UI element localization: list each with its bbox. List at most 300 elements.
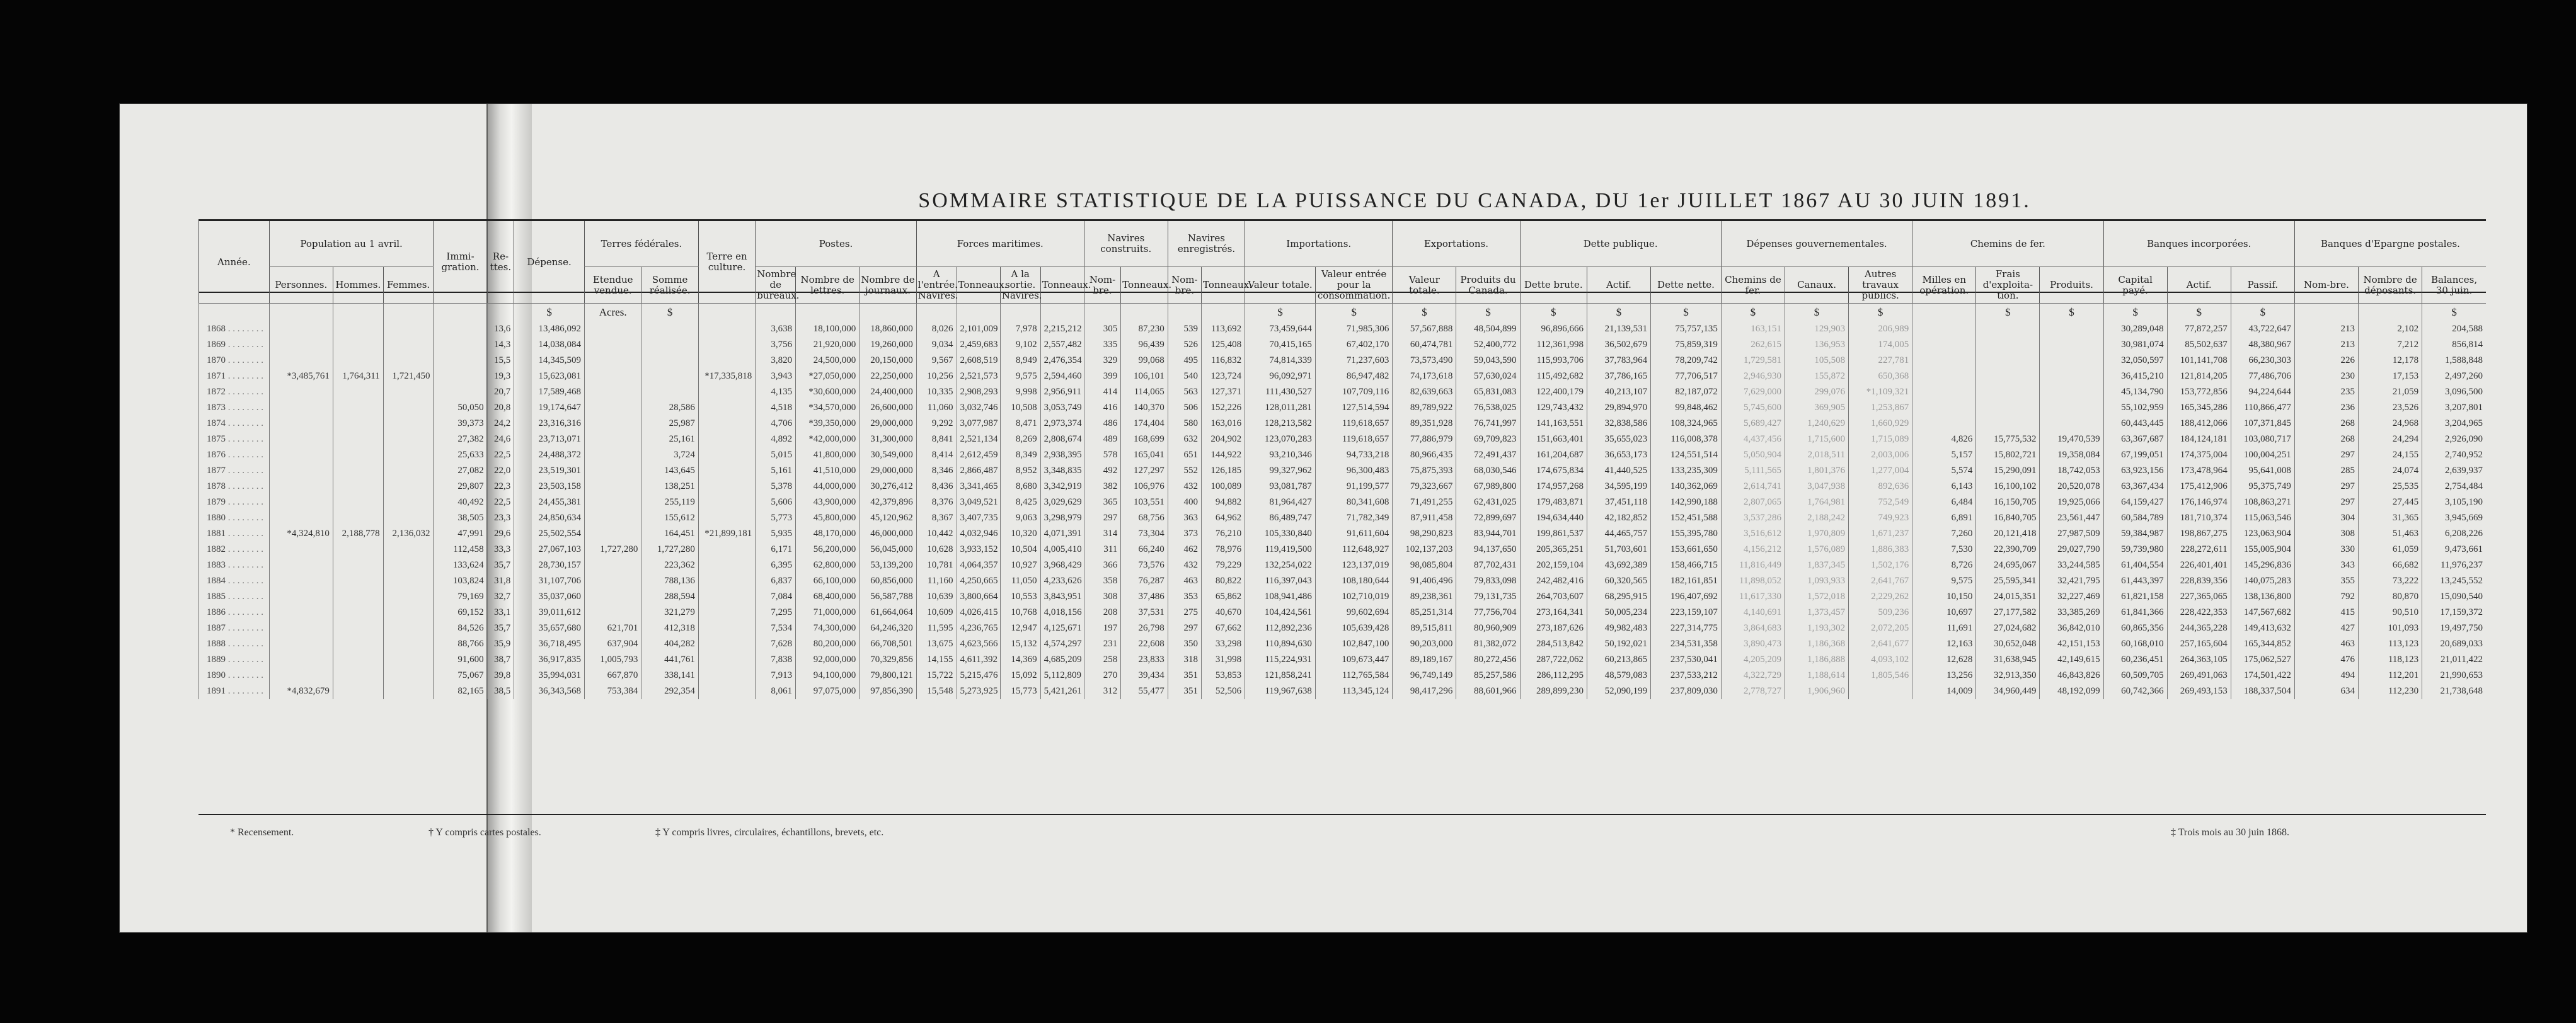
data-cell-exp-produits: 80,960,909 bbox=[1456, 620, 1520, 636]
data-cell-immigration: 25,633 bbox=[434, 447, 487, 463]
data-cell-epargne-nombre: 213 bbox=[2294, 337, 2358, 353]
data-cell-epargne-nombre: 230 bbox=[2294, 369, 2358, 384]
data-cell-imp-totale: 128,011,281 bbox=[1245, 400, 1316, 416]
data-cell-deposants: 21,059 bbox=[2359, 384, 2422, 400]
data-cell-immigration: 91,600 bbox=[434, 652, 487, 668]
data-cell-lettres: 41,800,000 bbox=[796, 447, 860, 463]
header-exportations: Exportations. bbox=[1393, 221, 1520, 267]
census-cell bbox=[269, 652, 333, 668]
header-enregistres: Navires enregistrés. bbox=[1168, 221, 1245, 267]
data-cell-balances: 6,208,226 bbox=[2422, 526, 2486, 542]
data-cell-exp-totale: 73,573,490 bbox=[1393, 353, 1456, 369]
data-cell-ton-entree: 4,236,765 bbox=[957, 620, 1000, 636]
data-cell-ton-entree: 3,049,521 bbox=[957, 494, 1000, 510]
data-cell-recettes-frag: 24,2 bbox=[487, 416, 514, 431]
table-row bbox=[199, 384, 2487, 400]
year-cell: 1877 . . . bbox=[199, 463, 270, 479]
data-cell-banque-passif: 103,080,717 bbox=[2231, 431, 2294, 447]
data-cell-banque-actif: 181,710,374 bbox=[2167, 510, 2231, 526]
data-cell-banque-actif: 264,363,105 bbox=[2167, 652, 2231, 668]
data-cell-produits bbox=[2040, 321, 2103, 337]
data-cell-enr-nombre: 495 bbox=[1168, 353, 1201, 369]
data-cell-lettres: 97,075,000 bbox=[796, 683, 860, 699]
data-cell-balances: 3,207,801 bbox=[2422, 400, 2486, 416]
data-cell-imp-consommation: 80,341,608 bbox=[1315, 494, 1392, 510]
data-cell-epargne-nombre: 236 bbox=[2294, 400, 2358, 416]
data-cell-capital: 61,821,158 bbox=[2103, 589, 2167, 605]
data-cell-const-nombre: 578 bbox=[1084, 447, 1121, 463]
data-cell-balances: 204,588 bbox=[2422, 321, 2486, 337]
data-cell-exp-produits: 65,831,083 bbox=[1456, 384, 1520, 400]
data-cell-dette-actif: 51,703,601 bbox=[1587, 542, 1650, 557]
data-cell-frais bbox=[1976, 369, 2040, 384]
data-cell-nav-sortie: 14,369 bbox=[1000, 652, 1040, 668]
data-cell-recettes-frag: 22,0 bbox=[487, 463, 514, 479]
data-cell-depense: 24,455,381 bbox=[514, 494, 585, 510]
data-cell-dette-actif: 43,692,389 bbox=[1587, 557, 1650, 573]
data-cell-etendue bbox=[584, 369, 641, 384]
data-cell-produits: 19,358,084 bbox=[2040, 447, 2103, 463]
data-cell-epargne-nombre: 792 bbox=[2294, 589, 2358, 605]
data-cell-capital: 60,168,010 bbox=[2103, 636, 2167, 652]
data-cell-milles: 14,009 bbox=[1912, 683, 1976, 699]
data-cell-epargne-nombre: 235 bbox=[2294, 384, 2358, 400]
data-cell-produits: 29,027,790 bbox=[2040, 542, 2103, 557]
data-cell-milles: 13,256 bbox=[1912, 668, 1976, 683]
header-forces: Forces maritimes. bbox=[916, 221, 1084, 267]
data-cell-ton-entree: 2,459,683 bbox=[957, 337, 1000, 353]
header-lettres: Nombre de lettres. bbox=[796, 267, 860, 304]
census-cell bbox=[383, 321, 434, 337]
table-row bbox=[199, 400, 2487, 416]
data-cell-immigration bbox=[434, 353, 487, 369]
data-cell-journaux: 70,329,856 bbox=[860, 652, 916, 668]
data-cell-enr-nombre: 373 bbox=[1168, 526, 1201, 542]
data-cell-produits: 32,227,469 bbox=[2040, 589, 2103, 605]
data-cell-nav-entree: 15,548 bbox=[916, 683, 957, 699]
data-cell-enr-nombre: 540 bbox=[1168, 369, 1201, 384]
data-cell-dep-chemins: 7,629,000 bbox=[1721, 384, 1785, 400]
data-cell-ton-sortie: 3,843,951 bbox=[1040, 589, 1084, 605]
unit-cell: $ bbox=[1393, 304, 1456, 322]
data-cell-journaux: 26,600,000 bbox=[860, 400, 916, 416]
header-depense: Dépense. bbox=[514, 221, 585, 304]
data-cell-dep-autres: 1,715,089 bbox=[1849, 431, 1912, 447]
data-cell-const-ton: 68,756 bbox=[1121, 510, 1168, 526]
data-cell-enr-ton: 64,962 bbox=[1201, 510, 1245, 526]
data-cell-dette-actif: 21,139,531 bbox=[1587, 321, 1650, 337]
data-cell-const-nombre: 358 bbox=[1084, 573, 1121, 589]
data-cell-exp-totale: 98,085,804 bbox=[1393, 557, 1456, 573]
year-cell: 1884 . . . bbox=[199, 573, 270, 589]
data-cell-const-nombre: 208 bbox=[1084, 605, 1121, 620]
header-construits-nombre: Nom-bre. bbox=[1084, 267, 1121, 304]
data-cell-balances: 9,473,661 bbox=[2422, 542, 2486, 557]
data-cell-dette-nette: 140,362,069 bbox=[1651, 479, 1722, 494]
data-cell-imp-consommation: 119,618,657 bbox=[1315, 416, 1392, 431]
census-cell: 1,721,450 bbox=[383, 369, 434, 384]
data-cell-dep-canaux: 1,715,600 bbox=[1785, 431, 1848, 447]
data-cell-deposants: 27,445 bbox=[2359, 494, 2422, 510]
table-row bbox=[199, 479, 2487, 494]
data-cell-enr-nombre: 539 bbox=[1168, 321, 1201, 337]
data-cell-dette-brute: 141,163,551 bbox=[1520, 416, 1587, 431]
data-cell-immigration: 84,526 bbox=[434, 620, 487, 636]
data-cell-banque-actif: 101,141,708 bbox=[2167, 353, 2231, 369]
year-cell: 1888 . . . bbox=[199, 636, 270, 652]
data-cell-balances: 3,945,669 bbox=[2422, 510, 2486, 526]
data-cell-nav-sortie: 15,092 bbox=[1000, 668, 1040, 683]
data-cell-banque-actif: 77,872,257 bbox=[2167, 321, 2231, 337]
data-cell-enr-nombre: 432 bbox=[1168, 557, 1201, 573]
data-cell-dette-actif: 32,838,586 bbox=[1587, 416, 1650, 431]
unit-cell: $ bbox=[2422, 304, 2486, 322]
unit-cell bbox=[860, 304, 916, 322]
census-cell bbox=[383, 337, 434, 353]
data-cell-exp-totale: 82,639,663 bbox=[1393, 384, 1456, 400]
data-cell-dette-brute: 174,957,268 bbox=[1520, 479, 1587, 494]
header-produits: Produits. bbox=[2040, 267, 2103, 304]
data-cell-dep-autres: 2,641,677 bbox=[1849, 636, 1912, 652]
data-cell-dette-brute: 179,483,871 bbox=[1520, 494, 1587, 510]
data-cell-imp-consommation: 119,618,657 bbox=[1315, 431, 1392, 447]
data-cell-recettes-frag: 38,7 bbox=[487, 652, 514, 668]
data-cell-exp-produits: 69,709,823 bbox=[1456, 431, 1520, 447]
data-cell-etendue bbox=[584, 557, 641, 573]
data-cell-banque-passif: 115,063,546 bbox=[2231, 510, 2294, 526]
header-deposants: Nombre de déposants. bbox=[2359, 267, 2422, 304]
data-cell-enr-nombre: 400 bbox=[1168, 494, 1201, 510]
data-cell-deposants: 7,212 bbox=[2359, 337, 2422, 353]
census-cell bbox=[269, 400, 333, 416]
data-cell-const-nombre: 305 bbox=[1084, 321, 1121, 337]
data-cell-const-ton: 55,477 bbox=[1121, 683, 1168, 699]
data-cell-etendue: 1,727,280 bbox=[584, 542, 641, 557]
data-cell-dep-canaux: 1,970,809 bbox=[1785, 526, 1848, 542]
data-cell-frais: 24,695,067 bbox=[1976, 557, 2040, 573]
year-cell: 1891 . . . bbox=[199, 683, 270, 699]
data-cell-dep-autres: 1,671,237 bbox=[1849, 526, 1912, 542]
data-cell-const-nombre: 297 bbox=[1084, 510, 1121, 526]
unit-cell: $ bbox=[1587, 304, 1650, 322]
data-cell-capital: 60,236,451 bbox=[2103, 652, 2167, 668]
data-cell-enr-nombre: 275 bbox=[1168, 605, 1201, 620]
data-cell-deposants: 24,074 bbox=[2359, 463, 2422, 479]
census-cell bbox=[269, 431, 333, 447]
census-cell bbox=[333, 337, 383, 353]
data-cell-frais: 15,802,721 bbox=[1976, 447, 2040, 463]
data-cell-produits: 23,561,447 bbox=[2040, 510, 2103, 526]
data-cell-capital: 55,102,959 bbox=[2103, 400, 2167, 416]
data-cell-exp-totale: 98,417,296 bbox=[1393, 683, 1456, 699]
data-cell-dep-canaux: 1,373,457 bbox=[1785, 605, 1848, 620]
data-cell-dep-autres: 227,781 bbox=[1849, 353, 1912, 369]
unit-cell bbox=[199, 304, 270, 322]
data-cell-etendue bbox=[584, 447, 641, 463]
data-cell-nav-entree: 8,346 bbox=[916, 463, 957, 479]
table-row bbox=[199, 683, 2487, 699]
data-cell-ton-sortie: 2,215,212 bbox=[1040, 321, 1084, 337]
data-cell-deposants: 23,526 bbox=[2359, 400, 2422, 416]
data-cell-epargne-nombre: 494 bbox=[2294, 668, 2358, 683]
census-cell: 1,764,311 bbox=[333, 369, 383, 384]
data-cell-etendue: 667,870 bbox=[584, 668, 641, 683]
data-cell-banque-actif: 244,365,228 bbox=[2167, 620, 2231, 636]
data-cell-capital: 63,367,434 bbox=[2103, 479, 2167, 494]
data-cell-dep-canaux: 1,837,345 bbox=[1785, 557, 1848, 573]
data-cell-produits bbox=[2040, 416, 2103, 431]
data-cell-imp-totale: 74,814,339 bbox=[1245, 353, 1316, 369]
header-hommes: Hommes. bbox=[333, 267, 383, 304]
data-cell-imp-consommation: 108,180,644 bbox=[1315, 573, 1392, 589]
data-cell-dep-autres: 650,368 bbox=[1849, 369, 1912, 384]
data-cell-ton-sortie: 2,938,395 bbox=[1040, 447, 1084, 463]
data-cell-dep-canaux: 1,188,614 bbox=[1785, 668, 1848, 683]
data-cell-const-nombre: 365 bbox=[1084, 494, 1121, 510]
data-cell-depense: 39,011,612 bbox=[514, 605, 585, 620]
data-cell-frais bbox=[1976, 337, 2040, 353]
data-cell-imp-consommation: 109,673,447 bbox=[1315, 652, 1392, 668]
data-cell-exp-totale: 57,567,888 bbox=[1393, 321, 1456, 337]
header-terre-culture: Terre en culture. bbox=[698, 221, 755, 304]
header-frais: Frais d'exploita-tion. bbox=[1976, 267, 2040, 304]
data-cell-ton-entree: 3,077,987 bbox=[957, 416, 1000, 431]
data-cell-somme bbox=[641, 384, 698, 400]
header-banques: Banques incorporées. bbox=[2103, 221, 2294, 267]
unit-cell bbox=[916, 304, 957, 322]
data-cell-exp-produits: 83,944,701 bbox=[1456, 526, 1520, 542]
data-cell-const-nombre: 311 bbox=[1084, 542, 1121, 557]
data-cell-frais bbox=[1976, 321, 2040, 337]
data-cell-milles: 4,826 bbox=[1912, 431, 1976, 447]
data-cell-dette-brute: 115,492,682 bbox=[1520, 369, 1587, 384]
data-cell-journaux: 79,800,121 bbox=[860, 668, 916, 683]
header-dep-chemins: Chemins de fer. bbox=[1721, 267, 1785, 304]
data-cell-depense: 35,657,680 bbox=[514, 620, 585, 636]
data-cell-enr-nombre: 651 bbox=[1168, 447, 1201, 463]
data-cell-produits: 27,987,509 bbox=[2040, 526, 2103, 542]
data-cell-banque-passif: 95,375,749 bbox=[2231, 479, 2294, 494]
data-cell-terre-culture bbox=[698, 510, 755, 526]
data-cell-etendue: 621,701 bbox=[584, 620, 641, 636]
census-cell bbox=[333, 321, 383, 337]
data-cell-journaux: 42,379,896 bbox=[860, 494, 916, 510]
data-cell-enr-ton: 204,902 bbox=[1201, 431, 1245, 447]
header-banque-actif: Actif. bbox=[2167, 267, 2231, 304]
data-cell-const-ton: 39,434 bbox=[1121, 668, 1168, 683]
data-cell-enr-ton: 53,853 bbox=[1201, 668, 1245, 683]
unit-cell: $ bbox=[1520, 304, 1587, 322]
table-row bbox=[199, 321, 2487, 337]
data-cell-imp-totale: 108,941,486 bbox=[1245, 589, 1316, 605]
data-cell-imp-consommation: 102,710,019 bbox=[1315, 589, 1392, 605]
data-cell-etendue bbox=[584, 463, 641, 479]
data-cell-depense: 31,107,706 bbox=[514, 573, 585, 589]
header-sortie-tonneaux: Tonneaux. bbox=[1040, 267, 1084, 304]
data-cell-ton-sortie: 4,685,209 bbox=[1040, 652, 1084, 668]
data-cell-nav-entree: 9,292 bbox=[916, 416, 957, 431]
data-cell-enr-ton: 76,210 bbox=[1201, 526, 1245, 542]
data-cell-somme bbox=[641, 337, 698, 353]
data-cell-capital: 60,509,705 bbox=[2103, 668, 2167, 683]
unit-cell: $ bbox=[2167, 304, 2231, 322]
data-cell-recettes-frag: 22,3 bbox=[487, 479, 514, 494]
data-cell-nav-sortie: 10,768 bbox=[1000, 605, 1040, 620]
data-cell-banque-actif: 121,814,205 bbox=[2167, 369, 2231, 384]
data-cell-banque-passif: 149,413,632 bbox=[2231, 620, 2294, 636]
data-cell-enr-ton: 127,371 bbox=[1201, 384, 1245, 400]
census-cell bbox=[333, 494, 383, 510]
data-cell-bureaux: 7,628 bbox=[756, 636, 796, 652]
data-cell-dette-actif: 52,090,199 bbox=[1587, 683, 1650, 699]
data-cell-enr-nombre: 526 bbox=[1168, 337, 1201, 353]
data-cell-const-ton: 168,699 bbox=[1121, 431, 1168, 447]
data-cell-dette-nette: 234,531,358 bbox=[1651, 636, 1722, 652]
data-cell-enr-ton: 144,922 bbox=[1201, 447, 1245, 463]
data-cell-exp-totale: 85,251,314 bbox=[1393, 605, 1456, 620]
data-cell-immigration: 112,458 bbox=[434, 542, 487, 557]
data-cell-epargne-nombre: 634 bbox=[2294, 683, 2358, 699]
data-cell-dette-nette: 108,324,965 bbox=[1651, 416, 1722, 431]
unit-cell: $ bbox=[641, 304, 698, 322]
data-cell-enr-ton: 40,670 bbox=[1201, 605, 1245, 620]
data-cell-const-nombre: 308 bbox=[1084, 589, 1121, 605]
data-cell-banque-actif: 228,839,356 bbox=[2167, 573, 2231, 589]
census-cell bbox=[383, 652, 434, 668]
data-cell-dette-brute: 202,159,104 bbox=[1520, 557, 1587, 573]
data-cell-dette-actif: 34,595,199 bbox=[1587, 479, 1650, 494]
data-cell-imp-consommation: 99,602,694 bbox=[1315, 605, 1392, 620]
data-cell-epargne-nombre: 213 bbox=[2294, 321, 2358, 337]
header-epargne: Banques d'Epargne postales. bbox=[2294, 221, 2486, 267]
data-cell-frais: 16,100,102 bbox=[1976, 479, 2040, 494]
data-cell-balances: 3,096,500 bbox=[2422, 384, 2486, 400]
data-cell-depense: 14,345,509 bbox=[514, 353, 585, 369]
unit-cell bbox=[1084, 304, 1121, 322]
data-cell-enr-nombre: 350 bbox=[1168, 636, 1201, 652]
data-cell-ton-sortie: 2,476,354 bbox=[1040, 353, 1084, 369]
data-cell-dep-chemins: 262,615 bbox=[1721, 337, 1785, 353]
header-dette-brute: Dette brute. bbox=[1520, 267, 1587, 304]
census-cell bbox=[333, 416, 383, 431]
data-cell-banque-actif: 184,124,181 bbox=[2167, 431, 2231, 447]
data-cell-dep-chemins: 5,050,904 bbox=[1721, 447, 1785, 463]
census-cell bbox=[383, 668, 434, 683]
table-row bbox=[199, 620, 2487, 636]
data-cell-balances: 21,990,653 bbox=[2422, 668, 2486, 683]
data-cell-journaux: 20,150,000 bbox=[860, 353, 916, 369]
data-cell-balances: 3,105,190 bbox=[2422, 494, 2486, 510]
data-cell-journaux: 46,000,000 bbox=[860, 526, 916, 542]
data-cell-dep-canaux: 1,764,981 bbox=[1785, 494, 1848, 510]
data-cell-imp-consommation: 91,611,604 bbox=[1315, 526, 1392, 542]
data-cell-recettes-frag: 13,6 bbox=[487, 321, 514, 337]
data-cell-dep-autres: 2,641,767 bbox=[1849, 573, 1912, 589]
data-cell-ton-entree: 4,611,392 bbox=[957, 652, 1000, 668]
data-cell-enr-nombre: 318 bbox=[1168, 652, 1201, 668]
data-cell-dep-autres: 892,636 bbox=[1849, 479, 1912, 494]
data-cell-produits: 36,842,010 bbox=[2040, 620, 2103, 636]
header-entree-navires: A l'entrée. Navires. bbox=[916, 267, 957, 304]
data-cell-capital: 61,404,554 bbox=[2103, 557, 2167, 573]
unit-cell: $ bbox=[2103, 304, 2167, 322]
data-cell-dette-brute: 194,634,440 bbox=[1520, 510, 1587, 526]
table-row bbox=[199, 605, 2487, 620]
census-cell bbox=[383, 510, 434, 526]
data-cell-exp-totale: 87,911,458 bbox=[1393, 510, 1456, 526]
data-cell-milles: 6,143 bbox=[1912, 479, 1976, 494]
data-cell-terre-culture bbox=[698, 652, 755, 668]
census-cell bbox=[333, 589, 383, 605]
data-cell-const-nombre: 382 bbox=[1084, 479, 1121, 494]
data-cell-ton-entree: 5,215,476 bbox=[957, 668, 1000, 683]
data-cell-somme bbox=[641, 321, 698, 337]
data-cell-produits: 18,742,053 bbox=[2040, 463, 2103, 479]
table-row bbox=[199, 526, 2487, 542]
data-cell-const-ton: 73,576 bbox=[1121, 557, 1168, 573]
data-cell-lettres: 56,200,000 bbox=[796, 542, 860, 557]
data-cell-dep-canaux: 1,240,629 bbox=[1785, 416, 1848, 431]
data-cell-const-nombre: 416 bbox=[1084, 400, 1121, 416]
data-cell-imp-totale: 93,210,346 bbox=[1245, 447, 1316, 463]
data-cell-const-nombre: 489 bbox=[1084, 431, 1121, 447]
data-cell-dep-autres: 4,093,102 bbox=[1849, 652, 1912, 668]
data-cell-nav-sortie: 8,680 bbox=[1000, 479, 1040, 494]
data-cell-lettres: 24,500,000 bbox=[796, 353, 860, 369]
data-cell-recettes-frag: 31,8 bbox=[487, 573, 514, 589]
unit-cell: $ bbox=[1245, 304, 1316, 322]
data-cell-nav-entree: 8,841 bbox=[916, 431, 957, 447]
data-cell-immigration: 47,991 bbox=[434, 526, 487, 542]
data-cell-depense: 25,502,554 bbox=[514, 526, 585, 542]
data-cell-epargne-nombre: 427 bbox=[2294, 620, 2358, 636]
data-cell-recettes-frag: 33,1 bbox=[487, 605, 514, 620]
data-cell-terre-culture bbox=[698, 620, 755, 636]
data-cell-recettes-frag: 22,5 bbox=[487, 494, 514, 510]
data-cell-recettes-frag: 20,8 bbox=[487, 400, 514, 416]
data-cell-dep-canaux: 299,076 bbox=[1785, 384, 1848, 400]
data-cell-produits bbox=[2040, 369, 2103, 384]
unit-cell bbox=[383, 304, 434, 322]
data-cell-bureaux: 7,084 bbox=[756, 589, 796, 605]
data-cell-dette-brute: 199,861,537 bbox=[1520, 526, 1587, 542]
data-cell-lettres: *39,350,000 bbox=[796, 416, 860, 431]
data-cell-dette-actif: 36,502,679 bbox=[1587, 337, 1650, 353]
data-cell-dep-chemins: 4,205,209 bbox=[1721, 652, 1785, 668]
data-cell-banque-passif: 147,567,682 bbox=[2231, 605, 2294, 620]
header-somme: Somme réalisée. bbox=[641, 267, 698, 304]
data-cell-dep-autres: *1,109,321 bbox=[1849, 384, 1912, 400]
data-cell-banque-actif: 269,491,063 bbox=[2167, 668, 2231, 683]
data-cell-dep-chemins: 11,898,052 bbox=[1721, 573, 1785, 589]
unit-cell bbox=[1040, 304, 1084, 322]
data-cell-immigration: 50,050 bbox=[434, 400, 487, 416]
data-cell-terre-culture: *21,899,181 bbox=[698, 526, 755, 542]
data-cell-enr-ton: 125,408 bbox=[1201, 337, 1245, 353]
census-cell bbox=[333, 384, 383, 400]
data-cell-ton-entree: 3,800,664 bbox=[957, 589, 1000, 605]
data-cell-depense: 23,503,158 bbox=[514, 479, 585, 494]
data-cell-enr-nombre: 351 bbox=[1168, 668, 1201, 683]
data-cell-recettes-frag: 32,7 bbox=[487, 589, 514, 605]
data-cell-banque-passif: 66,230,303 bbox=[2231, 353, 2294, 369]
data-cell-dette-nette: 237,533,212 bbox=[1651, 668, 1722, 683]
data-cell-somme: 292,354 bbox=[641, 683, 698, 699]
year-cell: 1887 . . . bbox=[199, 620, 270, 636]
data-cell-milles bbox=[1912, 353, 1976, 369]
data-cell-bureaux: 5,015 bbox=[756, 447, 796, 463]
census-cell bbox=[333, 557, 383, 573]
